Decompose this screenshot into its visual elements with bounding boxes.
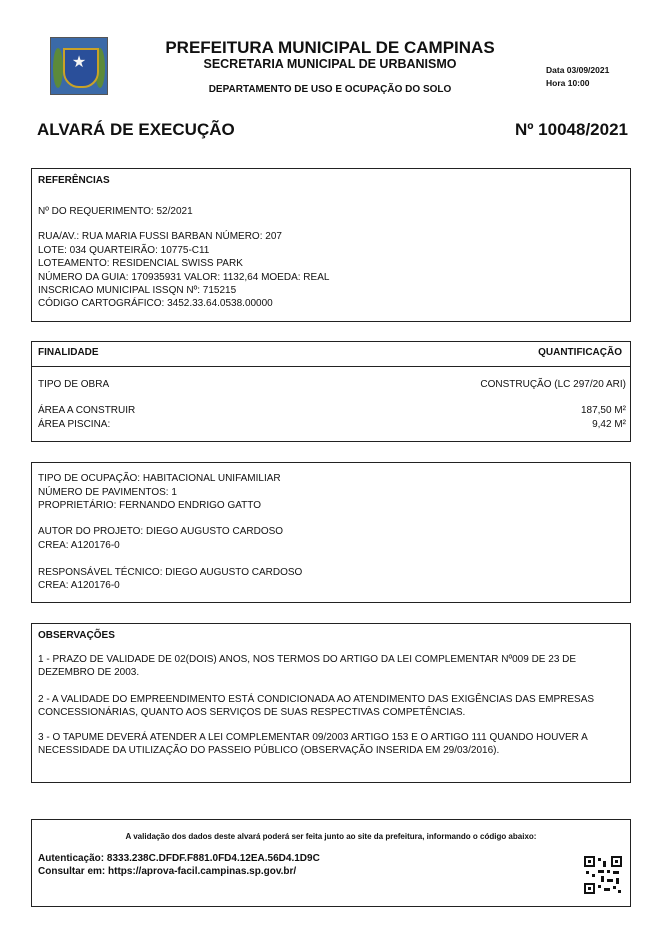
consult-url[interactable]: Consultar em: https://aprova-facil.campinas.sp.gov.br/: [38, 866, 297, 877]
validation-section: [31, 819, 631, 907]
area-construir-label: ÁREA A CONSTRUIR: [38, 405, 136, 416]
document-title: ALVARÁ DE EXECUÇÃO: [37, 120, 235, 139]
departamento-name: DEPARTAMENTO DE USO E OCUPAÇÃO DO SOLO: [208, 84, 452, 95]
issue-time: Hora 10:00: [546, 78, 590, 88]
observacao-item: 3 - O TAPUME DEVERÁ ATENDER A LEI COMPLEMENTAR 09/2003 ARTIGO 153 E O ARTIGO 111 QUANDO HOUVER A NECESSIDADE DA UTILIZAÇÃO DO PASSEIO PÚBLICO (OBSERVAÇÃO INSERIDA EM 29/03/2016).: [38, 732, 588, 756]
secretaria-name: SECRETARIA MUNICIPAL DE URBANISMO: [203, 57, 457, 71]
observacao-item: 1 - PRAZO DE VALIDADE DE 02(DOIS) ANOS, NOS TERMOS DO ARTIGO DA LEI COMPLEMENTAR Nº009 DE 23 DE DEZEMBRO DE 2003.: [38, 654, 577, 678]
tipo-obra-label: TIPO DE OBRA: [38, 379, 110, 390]
responsavel-tecnico-line: RESPONSÁVEL TÉCNICO: DIEGO AUGUSTO CARDOSO: [38, 567, 303, 578]
authentication-code: Autenticação: 8333.238C.DFDF.F881.0FD4.12EA.56D4.1D9C: [38, 853, 320, 864]
proprietario-line: PROPRIETÁRIO: FERNANDO ENDRIGO GATTO: [38, 500, 261, 511]
issue-date: Data 03/09/2021: [546, 65, 610, 75]
autor-projeto-line: AUTOR DO PROJETO: DIEGO AUGUSTO CARDOSO: [38, 526, 284, 537]
validation-note: A validação dos dados deste alvará poderá ser feita junto ao site da prefeitura, informando o código abaixo:: [125, 832, 537, 841]
pavimentos-line: NÚMERO DE PAVIMENTOS: 1: [38, 487, 177, 498]
responsavel-crea-line: CREA: A120176-0: [38, 580, 120, 591]
qr-code-icon: [584, 856, 622, 894]
observacoes-section: [31, 623, 631, 783]
autor-crea-line: CREA: A120176-0: [38, 540, 120, 551]
area-construir-value: 187,50 M²: [580, 405, 626, 416]
tipo-ocupacao-line: TIPO DE OCUPAÇÃO: HABITACIONAL UNIFAMILIAR: [38, 473, 281, 484]
city-coat-of-arms-icon: ★: [50, 37, 108, 95]
referencias-heading: REFERÊNCIAS: [38, 175, 110, 186]
observacoes-heading: OBSERVAÇÕES: [38, 630, 115, 641]
cartografico-line: CÓDIGO CARTOGRÁFICO: 3452.33.64.0538.00000: [38, 298, 273, 309]
issqn-line: INSCRICAO MUNICIPAL ISSQN Nº: 715215: [38, 285, 237, 296]
finalidade-heading: FINALIDADE: [38, 347, 99, 358]
tipo-obra-value: CONSTRUÇÃO (LC 297/20 ARI): [480, 379, 626, 390]
finalidade-divider: [32, 366, 630, 367]
document-number: Nº 10048/2021: [514, 120, 628, 139]
ocupacao-section: [31, 462, 631, 603]
org-name: PREFEITURA MUNICIPAL DE CAMPINAS: [165, 38, 495, 57]
requerimento-line: Nº DO REQUERIMENTO: 52/2021: [38, 206, 193, 217]
guia-line: NÚMERO DA GUIA: 170935931 VALOR: 1132,64 MOEDA: REAL: [38, 272, 330, 283]
referencias-section: [31, 168, 631, 322]
observacao-item: 2 - A VALIDADE DO EMPREENDIMENTO ESTÁ CONDICIONADA AO ATENDIMENTO DAS EXIGÊNCIAS DAS EMPRESAS CONCESSIONÁRIAS, QUANTO AOS SERVIÇOS DE SUAS RESPECTIVAS COMPETÊNCIAS.: [38, 694, 595, 718]
lote-line: LOTE: 034 QUARTEIRÃO: 10775-C11: [38, 245, 210, 256]
loteamento-line: LOTEAMENTO: RESIDENCIAL SWISS PARK: [38, 258, 243, 269]
area-piscina-value: 9,42 M²: [592, 419, 626, 430]
rua-line: RUA/AV.: RUA MARIA FUSSI BARBAN NÚMERO: 207: [38, 231, 282, 242]
area-piscina-label: ÁREA PISCINA:: [38, 419, 111, 430]
quantificacao-heading: QUANTIFICAÇÃO: [538, 347, 622, 358]
finalidade-section: [31, 341, 631, 442]
